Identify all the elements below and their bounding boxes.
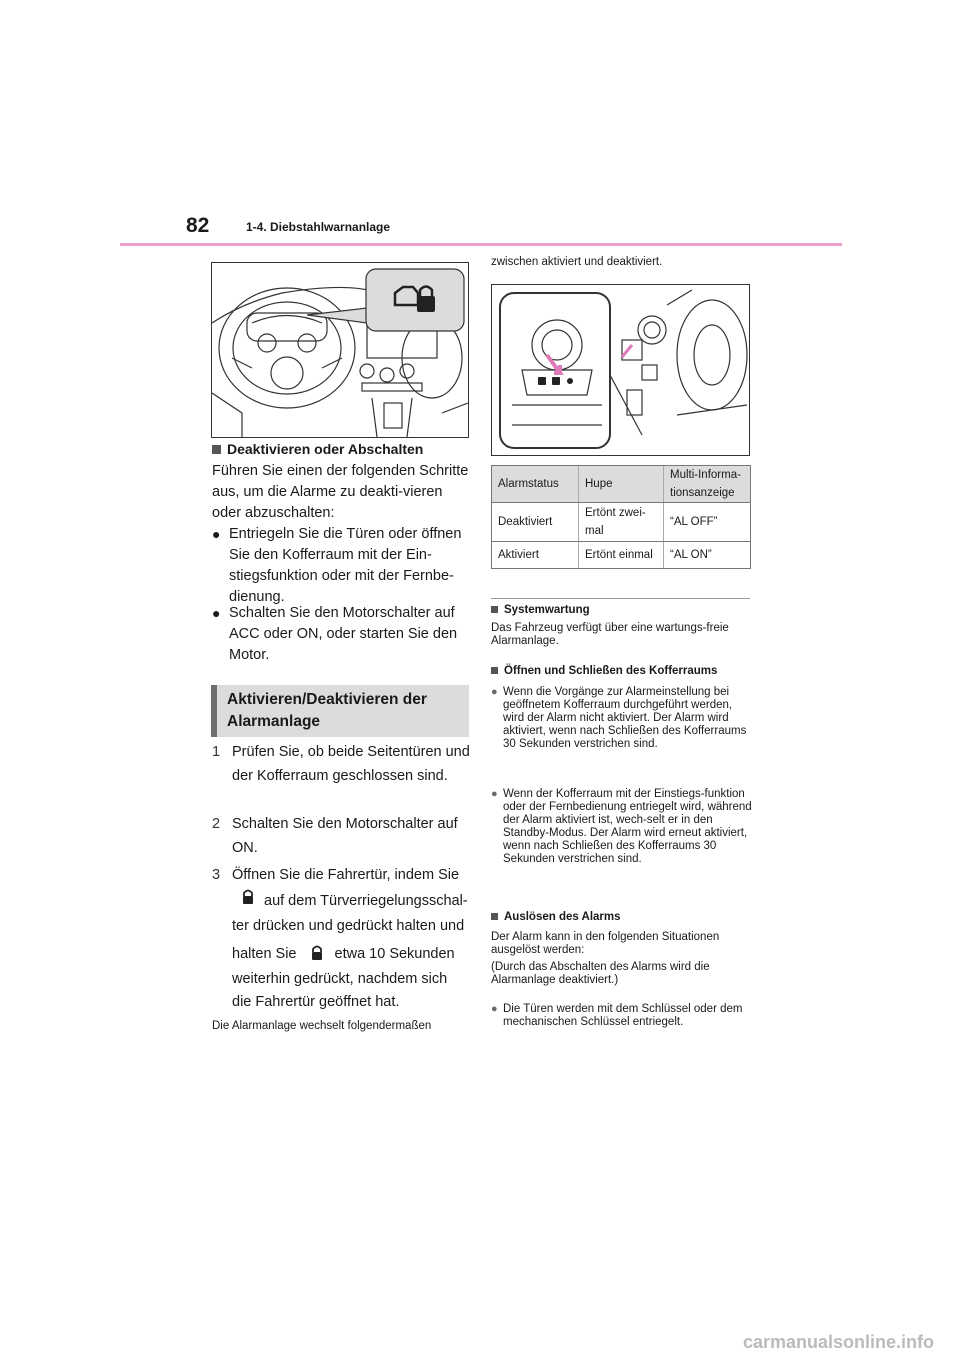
step-3-line: ter drücken und gedrückt halten und [232,918,465,934]
col-header: Multi-Informa- tionsanzeige [664,466,751,503]
square-bullet-icon [212,445,221,454]
table-cell: Aktiviert [492,542,579,569]
list-item: ● Schalten Sie den Motorschalter auf ACC oder ON, oder starten Sie den Motor. [212,603,470,666]
list-item: ● Die Türen werden mit dem Schlüssel oder dem mechanischen Schlüssel entriegelt. [491,1003,743,1028]
table-cell: Ertönt zwei- mal [579,503,664,542]
footer-line: Die Alarmanlage wechselt folgendermaßen [212,1020,432,1032]
step-3-line: weiterhin gedrückt, nachdem sich [232,971,448,987]
step-3-line: halten Sie etwa 10 Sekunden [232,946,455,962]
list-item: ● Entriegeln Sie die Türen oder öffnen Sie den Kofferraum mit der Ein-stiegsfunktion oder mit der Fernbe-dienung. [212,524,470,608]
section-box-title: Aktivieren/Deaktivieren der Alarmanlage [211,685,469,737]
square-bullet-icon [491,667,498,674]
table-row [492,503,751,542]
bullet-icon: ● [491,1003,498,1015]
bullet-icon: ● [212,526,221,542]
ausloesen-heading: Auslösen des Alarms [491,911,621,923]
divider [491,598,750,599]
bullet-icon: ● [212,605,221,621]
step-2: 2 Schalten Sie den Motorschalter auf ON. [212,816,458,856]
alarm-status-table [491,465,751,569]
deactivate-intro: Führen Sie einen der folgenden Schritte aus, um die Alarme zu deakti-vieren oder abzuschalten: [212,463,469,521]
header-rule [120,243,842,246]
page-number: 82 [186,214,210,237]
door-lock-icon [242,889,254,905]
list-item: ● Wenn die Vorgänge zur Alarmeinstellung bei geöffnetem Kofferraum durchgeführt werden, wird der Alarm nicht aktiviert. Der Alarm wird aktiviert, wenn nach Schließen des Kofferraums 30 Sekunden verstrichen sind. [491,686,747,750]
step-3-line: die Fahrertür geöffnet hat. [232,994,400,1010]
dashboard-illustration [211,262,469,438]
systemwartung-heading: Systemwartung [491,604,590,616]
square-bullet-icon [491,913,498,920]
systemwartung-text: Das Fahrzeug verfügt über eine wartungs-freie Alarmanlage. [491,622,729,647]
step-3-line: auf dem Türverriegelungsschal- [242,889,470,913]
table-row [492,542,751,569]
square-bullet-icon [491,606,498,613]
console-drawing [492,285,749,455]
col-header: Hupe [579,466,664,503]
table-cell: Deaktiviert [492,503,579,542]
step-3: 3 Öffnen Sie die Fahrertür, indem Sie [212,867,460,883]
watermark: carmanualsonline.info [742,1332,934,1352]
table-cell: Ertönt einmal [579,542,664,569]
continued-line: zwischen aktiviert und deaktiviert. [491,256,663,268]
table-cell: “AL OFF” [664,503,751,542]
kofferraum-heading: Öffnen und Schließen des Kofferraums [491,665,717,677]
col-header: Alarmstatus [492,466,579,503]
table-cell: “AL ON” [664,542,751,569]
list-item: ● Wenn der Kofferraum mit der Einstiegs-funktion oder der Fernbedienung entriegelt wird, während der Alarm aktiviert ist, wech-selt er in den Standby-Modus. Der Alarm wird erneut aktiviert, wenn nach Schließen des Kofferraums 30 Sekunden verstrichen sind. [491,788,752,865]
bullet-icon: ● [491,788,498,800]
step-1: 1 Prüfen Sie, ob beide Seitentüren und der Kofferraum geschlossen sind. [212,744,470,784]
dashboard-drawing [212,263,468,437]
ausloesen-text: Der Alarm kann in den folgenden Situationen ausgelöst werden: [491,931,720,956]
console-illustration [491,284,750,456]
door-lock-icon [311,945,323,961]
section-title: 1-4. Diebstahlwarnanlage [246,220,391,234]
table-header-row [492,466,751,503]
deactivate-heading: Deaktivieren oder Abschalten [212,441,423,457]
bullet-icon: ● [491,686,498,698]
ausloesen-note: (Durch das Abschalten des Alarms wird die Alarmanlage deaktiviert.) [491,961,710,986]
